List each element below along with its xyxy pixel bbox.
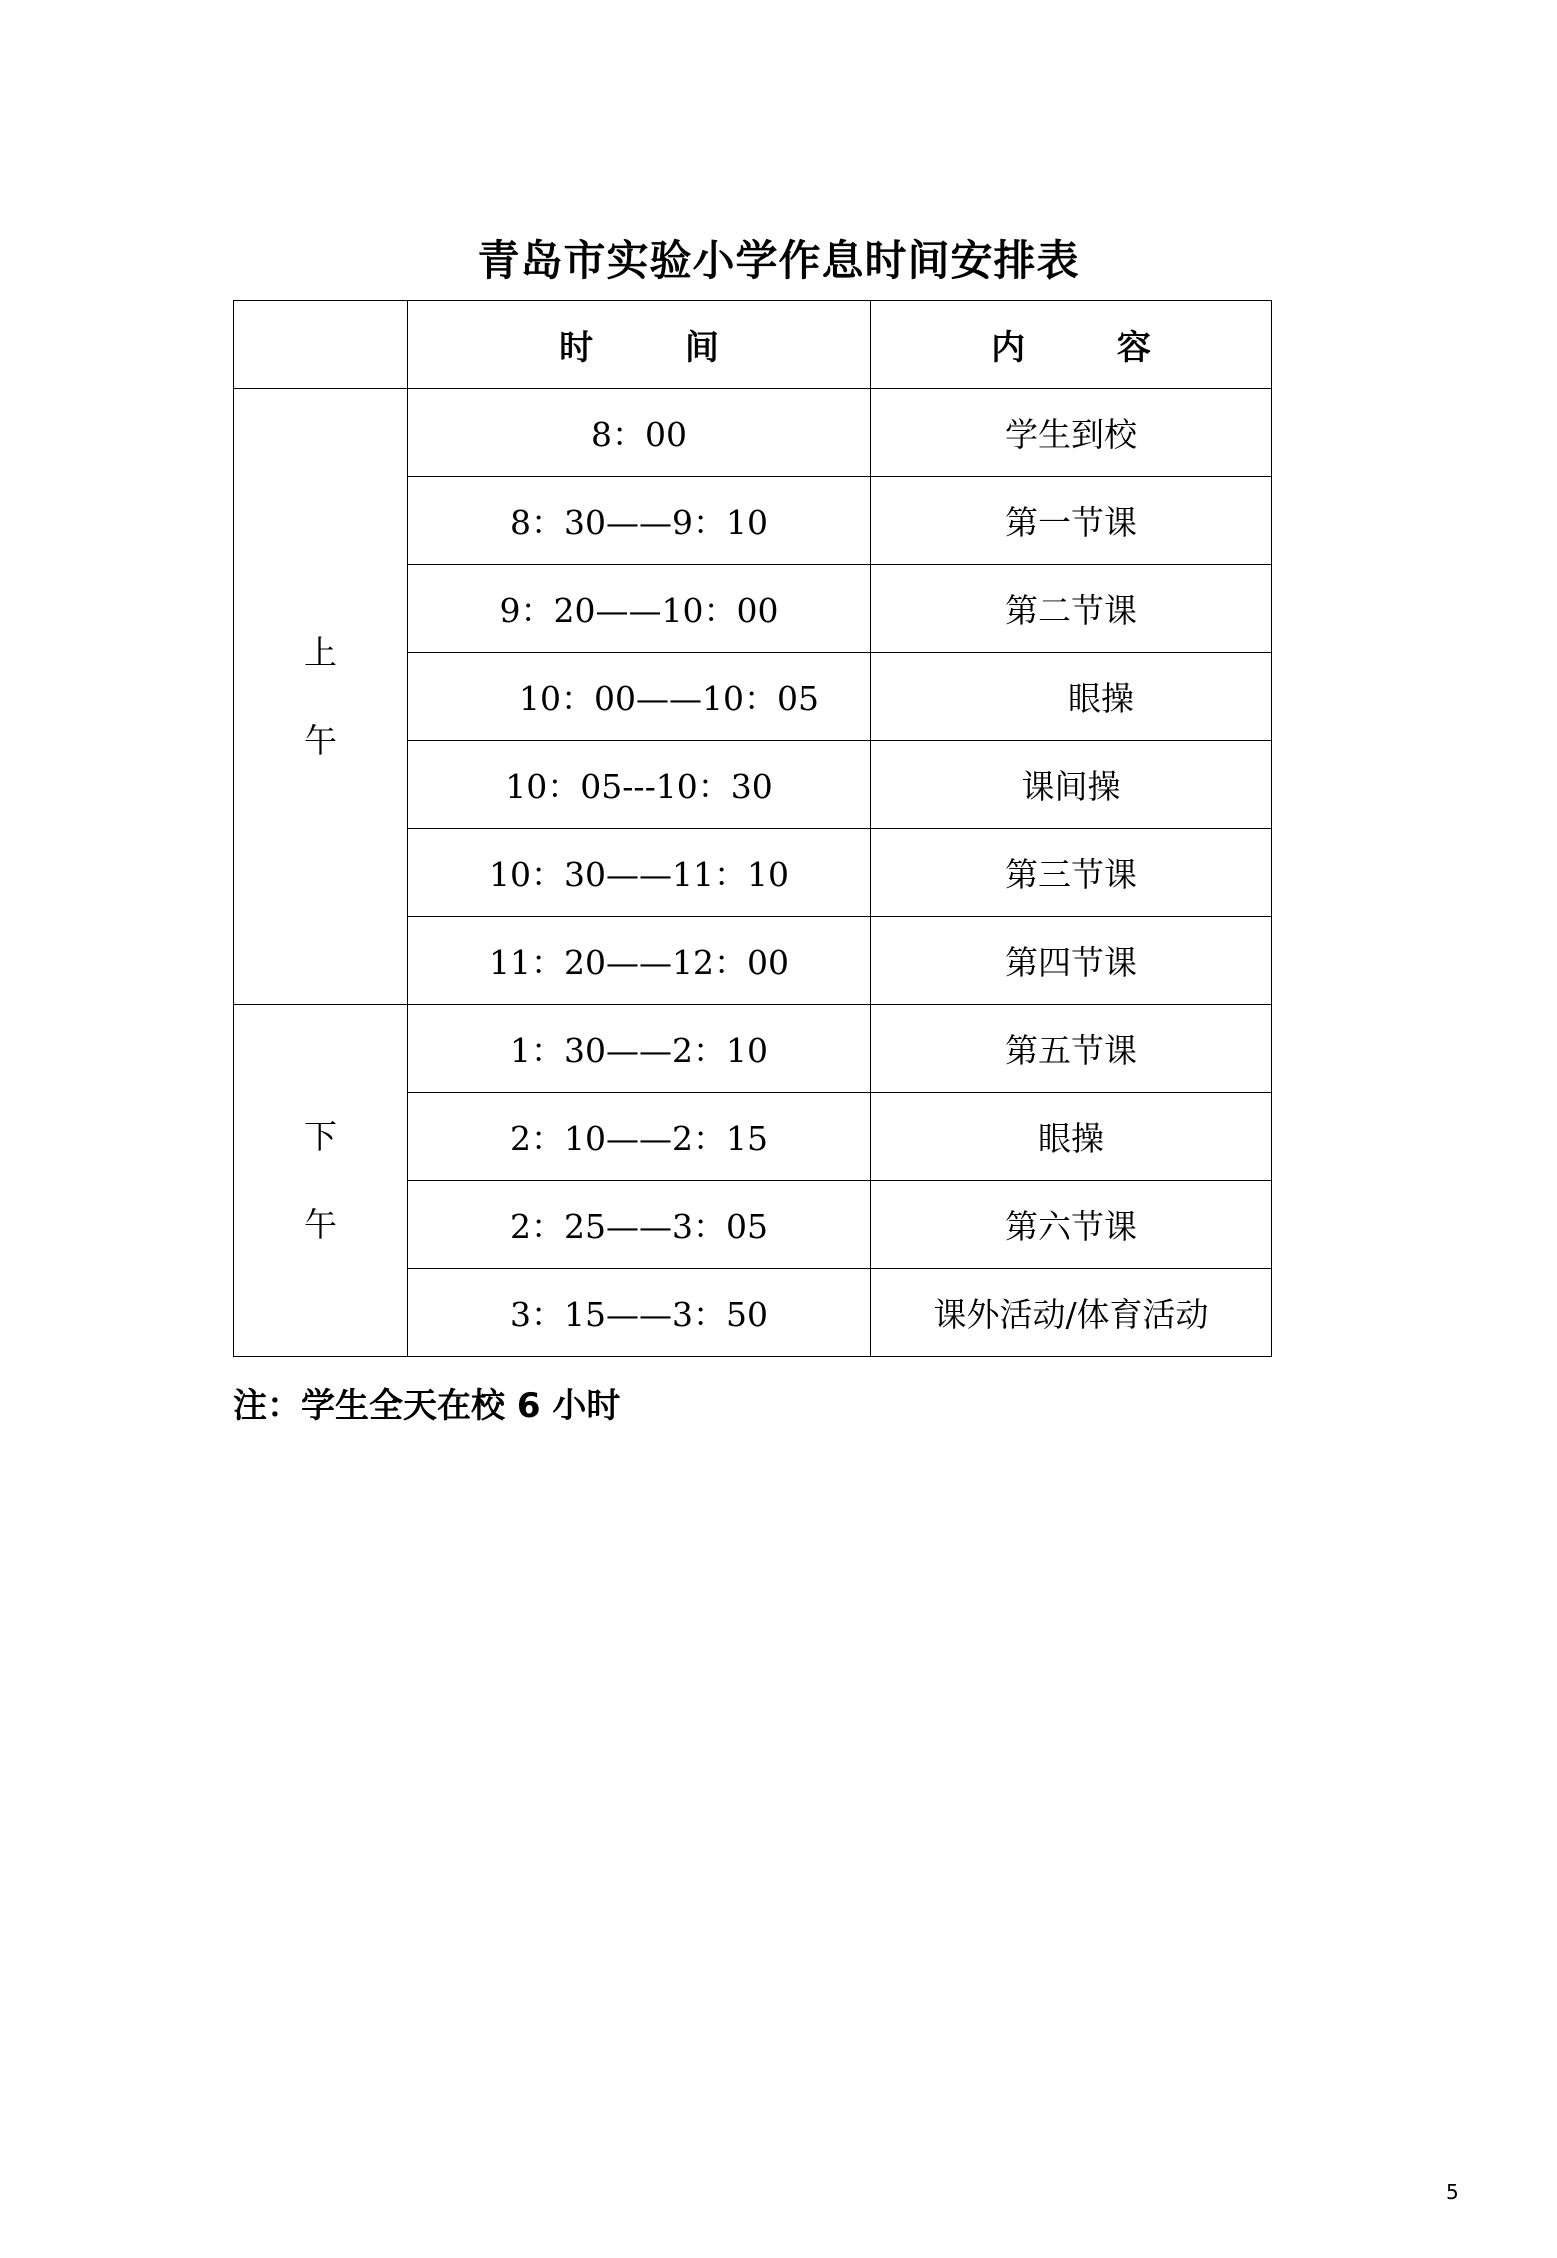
content-cell: 第四节课 xyxy=(871,917,1272,1005)
header-time: 时 间 xyxy=(408,301,871,389)
content-cell: 第一节课 xyxy=(871,477,1272,565)
time-cell: 8：00 xyxy=(408,389,871,477)
time-cell: 8：30——9：10 xyxy=(408,477,871,565)
time-cell: 10：30——11：10 xyxy=(408,829,871,917)
morning-label-char-1: 上 xyxy=(304,632,337,672)
afternoon-label-char-1: 下 xyxy=(304,1116,337,1156)
time-cell: 11：20——12：00 xyxy=(408,917,871,1005)
content-cell: 课间操 xyxy=(871,741,1272,829)
page-number: 5 xyxy=(1446,2180,1459,2204)
afternoon-label-char-2: 午 xyxy=(304,1204,337,1244)
content-cell: 学生到校 xyxy=(871,389,1272,477)
time-cell: 9：20——10：00 xyxy=(408,565,871,653)
content-cell: 第六节课 xyxy=(871,1181,1272,1269)
time-cell: 1：30——2：10 xyxy=(408,1005,871,1093)
content-cell: 第三节课 xyxy=(871,829,1272,917)
time-cell: 10：05---10：30 xyxy=(408,741,871,829)
afternoon-period-label xyxy=(234,1005,408,1357)
morning-period-label xyxy=(234,389,408,1005)
content-cell: 课外活动/体育活动 xyxy=(871,1269,1272,1357)
time-cell: 3：15——3：50 xyxy=(408,1269,871,1357)
content-cell: 眼操 xyxy=(871,1093,1272,1181)
schedule-note: 注：学生全天在校 6 小时 xyxy=(233,1386,621,1426)
morning-label-char-2: 午 xyxy=(304,720,337,760)
table-row xyxy=(234,389,1272,477)
table-row xyxy=(234,1005,1272,1093)
time-cell: 2：10——2：15 xyxy=(408,1093,871,1181)
time-cell: 2：25——3：05 xyxy=(408,1181,871,1269)
content-cell: 第二节课 xyxy=(871,565,1272,653)
table-header-row xyxy=(234,301,1272,389)
time-cell: 10：00——10：05 xyxy=(408,653,871,741)
document-title: 青岛市实验小学作息时间安排表 xyxy=(477,236,1080,285)
schedule-table xyxy=(233,300,1272,1357)
header-blank-cell xyxy=(234,301,408,389)
header-content: 内 容 xyxy=(871,301,1272,389)
content-cell: 第五节课 xyxy=(871,1005,1272,1093)
content-cell: 眼操 xyxy=(871,653,1272,741)
